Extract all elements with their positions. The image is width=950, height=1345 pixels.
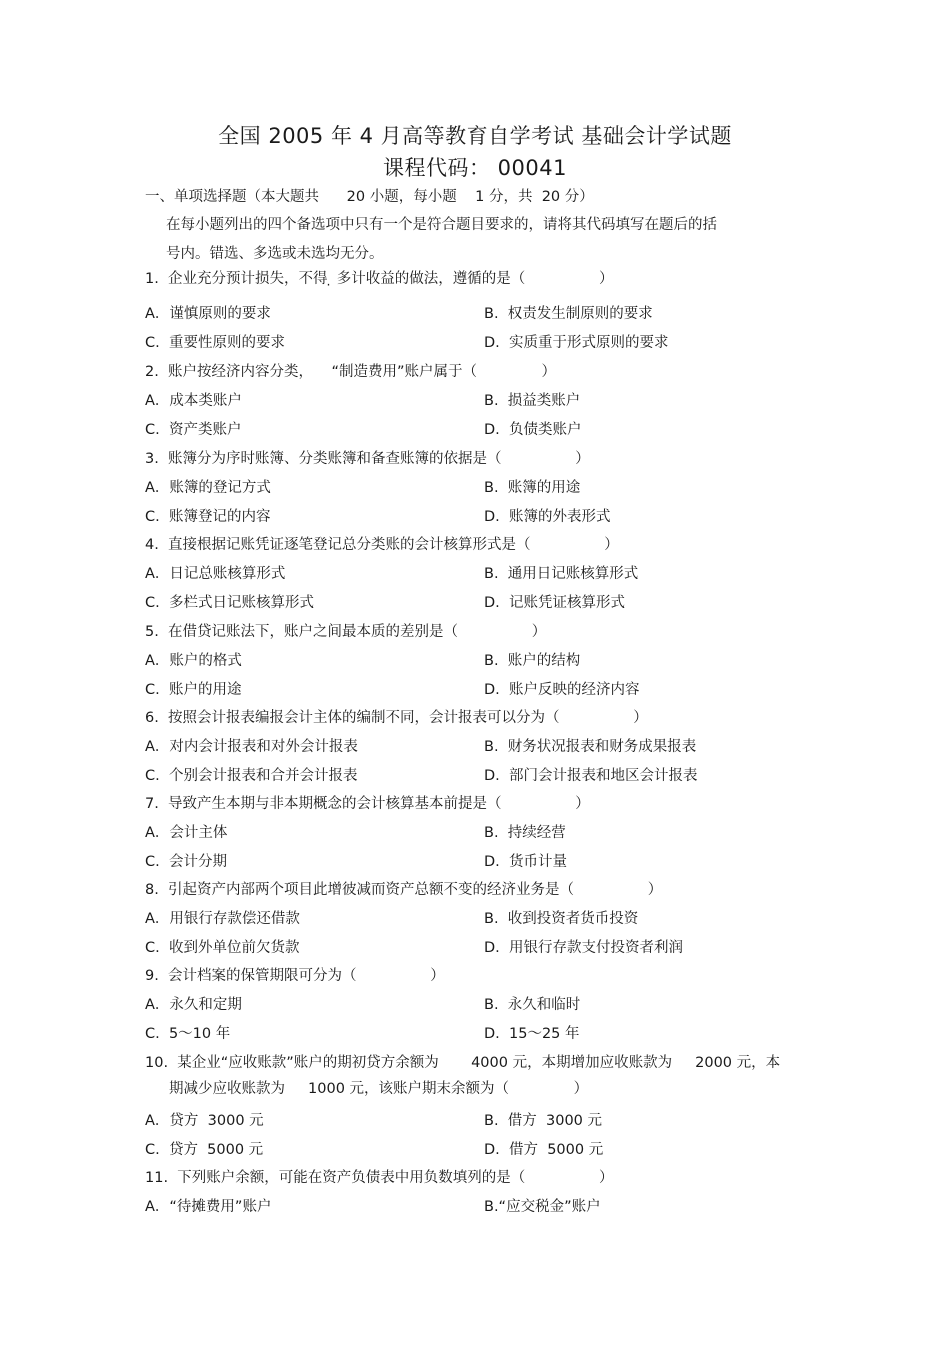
option-d: D. 记账凭证核算形式 (484, 595, 625, 611)
option-d: D. 实质重于形式原则的要求 (484, 335, 669, 351)
question-stem: 7. 导致产生本期与非本期概念的会计核算基本前提是（ ） (145, 796, 590, 812)
option-a: A．贷方 3000 元 (145, 1113, 264, 1129)
option-b: B. 财务状况报表和财务成果报表 (484, 739, 697, 755)
option-a: A．对内会计报表和对外会计报表 (145, 739, 358, 755)
section-heading: 一、单项选择题（本大题共 20 小题，每小题 1 分，共 20 分） (145, 189, 594, 205)
option-b: B. 永久和临时 (484, 997, 581, 1013)
question-stem: 5. 在借贷记账法下，账户之间最本质的差别是（ ） (145, 624, 547, 640)
question-stem: 10. 某企业“应收账款”账户的期初贷方余额为 4000 元，本期增加应收账款为 2000 元，本 (145, 1055, 781, 1071)
option-d: D. 账簿的外表形式 (484, 509, 611, 525)
question-stem: 4. 直接根据记账凭证逐笔登记总分类账的会计核算形式是（ ） (145, 537, 619, 553)
option-b: B. 借方 3000 元 (484, 1113, 603, 1129)
option-b: B. 收到投资者货币投资 (484, 911, 639, 927)
option-d: D. 借方 5000 元 (484, 1142, 604, 1158)
option-a: A．会计主体 (145, 825, 228, 841)
option-d: D. 负债类账户 (484, 422, 582, 438)
option-c: C. 多栏式日记账核算形式 (145, 595, 314, 611)
option-c: C. 收到外单位前欠货款 (145, 940, 300, 956)
question-stem: 1. 企业充分预计损失，不得 ̣ 多计收益的做法，遵循的是（ ） (145, 271, 614, 287)
question-stem: 3. 账簿分为序时账簿、分类账簿和备查账簿的依据是（ ） (145, 451, 590, 467)
option-a: A．谨慎原则的要求 (145, 306, 271, 322)
question-stem: 11. 下列账户余额，可能在资产负债表中用负数填列的是（ ） (145, 1170, 614, 1186)
option-b: B. 账户的结构 (484, 653, 581, 669)
option-a: A．永久和定期 (145, 997, 242, 1013)
question-stem-continued: 期减少应收账款为 1000 元，该账户期末余额为（ ） (169, 1081, 589, 1097)
option-a: A．成本类账户 (145, 393, 242, 409)
option-c: C. 个别会计报表和合并会计报表 (145, 768, 358, 784)
course-code: 课程代码： 00041 (383, 156, 567, 180)
option-d: D. 用银行存款支付投资者利润 (484, 940, 683, 956)
instruction-line: 号内。错选、多选或未选均无分。 (166, 246, 384, 262)
option-b: B.“应交税金”账户 (484, 1199, 601, 1215)
option-d: D. 货币计量 (484, 854, 567, 870)
exam-title: 全国 2005 年 4 月高等教育自学考试 基础会计学试题 (218, 124, 732, 148)
option-c: C. 重要性原则的要求 (145, 335, 285, 351)
option-a: A．账户的格式 (145, 653, 242, 669)
option-a: A．“待摊费用”账户 (145, 1199, 272, 1215)
option-d: D. 15～25 年 (484, 1026, 580, 1042)
option-c: C. 5～10 年 (145, 1026, 231, 1042)
instruction-line: 在每小题列出的四个备选项中只有一个是符合题目要求的，请将其代码填写在题后的括 (166, 217, 717, 233)
option-c: C. 资产类账户 (145, 422, 242, 438)
question-stem: 2. 账户按经济内容分类， “制造费用”账户属于（ ） (145, 364, 557, 380)
option-c: C. 账簿登记的内容 (145, 509, 271, 525)
option-b: B. 账簿的用途 (484, 480, 581, 496)
question-stem: 9. 会计档案的保管期限可分为（ ） (145, 968, 445, 984)
option-b: B. 权责发生制原则的要求 (484, 306, 653, 322)
option-a: A．账簿的登记方式 (145, 480, 271, 496)
question-stem: 8. 引起资产内部两个项目此增彼减而资产总额不变的经济业务是（ ） (145, 882, 663, 898)
question-stem: 6. 按照会计报表编报会计主体的编制不同，会计报表可以分为（ ） (145, 710, 648, 726)
option-a: A．日记总账核算形式 (145, 566, 286, 582)
option-c: C. 贷方 5000 元 (145, 1142, 264, 1158)
option-d: D. 部门会计报表和地区会计报表 (484, 768, 698, 784)
option-c: C. 会计分期 (145, 854, 227, 870)
option-b: B. 通用日记账核算形式 (484, 566, 639, 582)
option-b: B. 损益类账户 (484, 393, 581, 409)
option-b: B. 持续经营 (484, 825, 566, 841)
option-a: A．用银行存款偿还借款 (145, 911, 300, 927)
option-d: D. 账户反映的经济内容 (484, 682, 640, 698)
option-c: C. 账户的用途 (145, 682, 242, 698)
